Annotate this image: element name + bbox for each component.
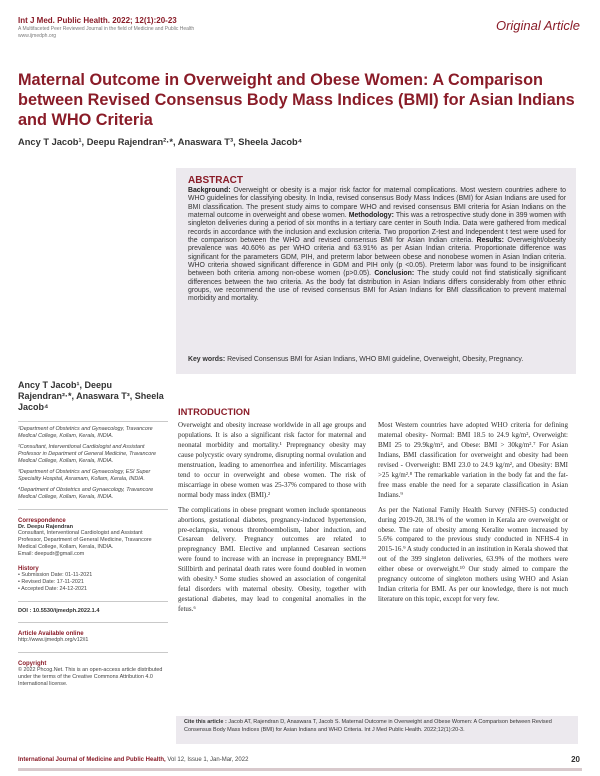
methodology-text: This was a retrospective study done in 399 women with singleton deliveries during a period of six months in a tertiary care center in South India. Data were gathered from medical records in accordance with the inclusion and exclusion criteria. Two proportion Z-test and Independent t test were used for the comparison between the WHO and revised consensus BMI for Asian Indian criteria. xyxy=(188,212,566,245)
history-item: • Submission Date: 01-11-2021 xyxy=(18,572,93,578)
abstract-body xyxy=(188,187,566,304)
abstract-heading: ABSTRACT xyxy=(188,175,243,186)
correspondence-heading: Correspondence xyxy=(18,518,66,524)
citation xyxy=(184,718,572,734)
doi[interactable]: DOI : 10.5530/ijmedph.2022.1.4 xyxy=(18,608,100,614)
background-label: Background: xyxy=(188,187,231,194)
paragraph: As per the National Family Health Survey (NFHS-5) conducted during 2019-20, 38.1% of the women in Kerala are overweight or obese. The rate of obesity among Keralite women increased by 5.6% compared to the previous study conducted in NFHS-4 in 2015-16.⁹ A study conducted in an institution in Kerala showed that out of the 399 singleton deliveries, 63.9% of the mothers were either obese or overweight.¹⁰ Our study aimed to compare the pregnancy outcome of singleton mothers using WHO and Asian Indian criteria for BMI. As per our knowledge, there is not much literature on this topic, except for very few. xyxy=(378,505,568,604)
copyright-text: © 2022 Phcog.Net. This is an open-access article distributed under the terms of the Creative Commons Attribution 4.0 International license. xyxy=(18,667,163,687)
sidebar-divider xyxy=(18,622,168,623)
keywords-label: Key words: xyxy=(188,356,226,363)
intro-column-right xyxy=(378,421,568,605)
history-item: • Revised Date: 17-11-2021 xyxy=(18,579,84,585)
sidebar-divider xyxy=(18,601,168,602)
sidebar-divider xyxy=(18,421,168,422)
keywords xyxy=(188,356,566,364)
article-online-heading: Article Available online xyxy=(18,631,84,637)
conclusion-text: The study could not find statistically significant differences between the two criteria. As the body fat distribution in Asian Indians differs considerably from other ethnic groups, we recommend the use of revised consensus BMI for Asian Indians for BMI classification to prevent maternal morbidity and mortality. xyxy=(188,270,567,303)
footer-journal-name: International Journal of Medicine and Public Health, xyxy=(18,757,166,763)
sidebar-authors: Ancy T Jacob¹, Deepu Rajendran²·*, Anaswara T³, Sheela Jacob⁴ xyxy=(18,380,164,412)
article-type: Original Article xyxy=(495,18,580,33)
affiliation: ³Department of Obstetrics and Gynaecology, ESI Super Speciality Hospital, Asramam, Kollam, Kerala, INDIA. xyxy=(18,469,151,482)
citation-text: Jacob AT, Rajendran D, Anaswara T, Jacob S. Maternal Outcome in Overweight and Obese Women: A Comparison between Revised Consensus Body Mass Indices (BMI) for Asian Indians and WHO Criteria. Int J Med Public Health. 2022;12(1):20-3. xyxy=(184,719,552,733)
copyright-heading: Copyright xyxy=(18,661,47,667)
footer-issue: Vol 12, Issue 1, Jan-Mar, 2022 xyxy=(165,757,249,763)
introduction-heading: INTRODUCTION xyxy=(178,406,250,417)
paragraph: Overweight and obesity increase worldwide in all age groups and populations. It is also a significant risk factor for maternal and neonatal morbidity and mortality.¹ Prepregnancy obesity may cause polycystic ovary syndrome, disrupting normal ovulation and menstruation, leading to amenorrhea and infertility. Miscarriages tend to occur in overweight and obese women. The risk of miscarriage in obese women was 25-37% compared to those with normal body mass index (BMI).² xyxy=(178,421,366,499)
correspondence-text: Consultant, Interventional Cardiologist and Assistant Professor, Department of General Medicine, Travancore Medical College, Kollam, Kerala, INDIA. xyxy=(18,530,152,550)
paragraph: The complications in obese pregnant women include spontaneous abortions, gestational diabetes, pregnancy-induced hypertension, pre-eclampsia, venous thromboembolism, labor induction, and Cesarean delivery. Pregnancy outcomes are related to prepregnancy BMI. Elective and unplanned Cesarean sections were found to increase with an increase in prepregnancy BMI.³⁴ Stillbirth and perinatal death rates were found doubled in women with obesity.⁵ Some studies showed an association of congenital fetal disorders with maternal obesity. Obesity, together with gestational diabetes, may lead to congenital anomalies in the fetus.⁶ xyxy=(178,505,366,614)
intro-column-left xyxy=(178,421,366,615)
results-text: Overweight/obesity prevalence was 40.60% as per WHO criteria and 63.91% as per Asian Indian criteria. Proportionate difference was significant for the parameters GDM, PIH, and preterm labor between obese and nonobese women in Asian Indian criteria. WHO criteria showed significant difference in GDM and PIH only (p <0.05). Preterm labor was found to be insignificant between both criteria among non-obese women (p>0.05). xyxy=(188,237,566,278)
affiliation: ²Consultant, Interventional Cardiologist and Assistant Professor in Department of General Medicine, Travancore Medical College, Kollam, Kerala, INDIA. xyxy=(18,444,157,464)
conclusion-label: Conclusion: xyxy=(374,270,415,278)
keywords-text: Revised Consensus BMI for Asian Indians, WHO BMI guideline, Overweight, Obesity, Pregnancy. xyxy=(227,356,524,363)
affiliation: ⁴Department of Obstetrics and Gynaecology, Travancore Medical College, Kollam, Kerala, INDIA. xyxy=(18,487,154,500)
journal-url[interactable]: www.ijmedph.org xyxy=(18,33,57,39)
page-number: 20 xyxy=(571,755,580,764)
citation-label: Cite this article : xyxy=(184,719,227,725)
footer-rule xyxy=(18,768,582,771)
sidebar xyxy=(18,380,168,688)
article-title: Maternal Outcome in Overweight and Obese Women: A Comparison between Revised Consensus Body Mass Indices (BMI) for Asian Indians and WHO Criteria xyxy=(18,71,575,129)
sidebar-divider xyxy=(18,509,168,510)
paragraph: Most Western countries have adopted WHO criteria for defining maternal obesity- Normal: BMI 18.5 to 24.9 kg/m², Overweight: BMI 25 to 29.9kg/m², and Obese: BMI > 30kg/m².⁷ For Asian Indians, BMI classification for overweight and obesity had been revised - Overweight: BMI 23.0 to 24.9 kg/m², and Obesity: BMI >25 kg/m².⁸ The remarkable variation in the body fat and the fat-free mass enable the need for a separate classification in Asian Indians.⁹ xyxy=(378,421,568,499)
methodology-label: Methodology: xyxy=(348,212,394,220)
background-text: Overweight or obesity is a major risk factor for maternal complications. Most western countries adhere to WHO guidelines for classifying obesity. In India, revised consensus Body Mass Indices (BMI) for Asian Indians are used for BMI classification. The present study aims to compare WHO and revised consensus BMI criteria for Asian Indians on the maternal outcome in overweight and obese women. xyxy=(188,187,566,220)
journal-tagline: A Multifaceted Peer Reviewed Journal in the field of Medicine and Public Health xyxy=(18,26,195,32)
results-label: Results: xyxy=(476,237,504,245)
correspondence-name: Dr. Deepu Rajendran xyxy=(18,524,74,530)
sidebar-divider xyxy=(18,652,168,653)
affiliation: ¹Department of Obstetrics and Gynaecology, Travancore Medical College, Kollam, Kerala, INDIA. xyxy=(18,426,153,439)
article-online-url[interactable]: http://www.ijmedph.org/v12/i1 xyxy=(18,637,89,643)
author-list: Ancy T Jacob¹, Deepu Rajendran²·*, Anaswara T³, Sheela Jacob⁴ xyxy=(18,137,303,147)
correspondence-email[interactable]: Email: deepudr@gmail.com xyxy=(18,551,85,557)
footer-journal xyxy=(18,757,248,763)
history-item: • Accepted Date: 24-12-2021 xyxy=(18,586,88,592)
history-heading: History xyxy=(18,566,39,572)
journal-name: Int J Med. Public Health. 2022; 12(1):20-23 xyxy=(18,16,177,25)
